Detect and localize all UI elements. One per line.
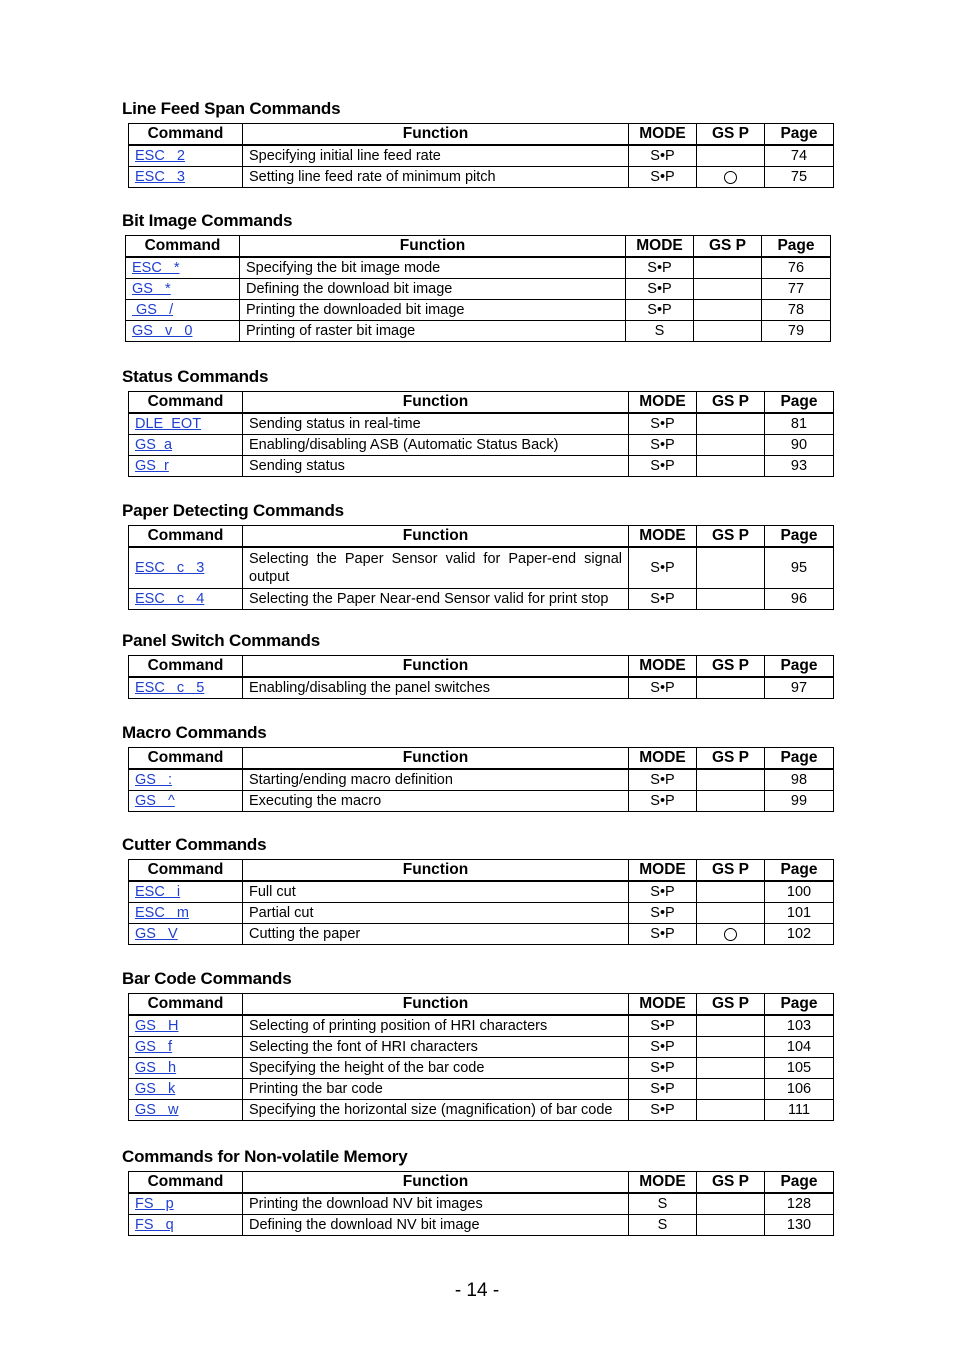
gsp-cell [697, 769, 765, 791]
page-cell: 81 [765, 413, 834, 435]
command-cell [129, 791, 243, 812]
command-cell [129, 1015, 243, 1037]
mode-cell: S•P [629, 1079, 697, 1100]
table-row [129, 1079, 834, 1100]
command-cell [129, 924, 243, 945]
function-cell: Executing the macro [243, 791, 629, 812]
gsp-cell [694, 321, 762, 342]
function-cell: Specifying the horizontal size (magnification) of bar code [243, 1100, 629, 1121]
gsp-cell [697, 1193, 765, 1215]
command-cell [129, 435, 243, 456]
command-table [128, 993, 834, 1121]
page-cell: 77 [762, 279, 831, 300]
mode-cell: S•P [629, 547, 697, 589]
command-table [128, 1171, 834, 1236]
header-command: Command [129, 392, 243, 414]
page-number: - 14 - [454, 1280, 500, 1301]
command-cell [129, 547, 243, 589]
page-cell: 75 [765, 167, 834, 188]
command-link[interactable]: GS v 0 [132, 323, 193, 339]
header-page: Page [762, 236, 831, 258]
command-table [128, 391, 834, 477]
command-cell [129, 1215, 243, 1236]
header-gsp: GS P [697, 860, 765, 882]
header-gsp: GS P [697, 392, 765, 414]
command-cell [129, 1058, 243, 1079]
header-gsp: GS P [697, 124, 765, 146]
header-page: Page [765, 860, 834, 882]
command-table [128, 655, 834, 699]
gsp-cell [697, 589, 765, 610]
gsp-cell [694, 279, 762, 300]
command-link[interactable]: GS V [135, 926, 178, 942]
mode-cell: S•P [626, 300, 694, 321]
command-link[interactable]: GS * [132, 281, 171, 297]
header-command: Command [129, 526, 243, 548]
command-link[interactable]: ESC c 3 [135, 560, 205, 576]
table-header-row [129, 656, 834, 678]
command-table [128, 747, 834, 812]
gsp-cell [697, 881, 765, 903]
command-cell [126, 257, 240, 279]
header-mode: MODE [629, 1172, 697, 1194]
mode-cell: S•P [626, 257, 694, 279]
gsp-cell [697, 924, 765, 945]
page-cell: 96 [765, 589, 834, 610]
page-cell: 106 [765, 1079, 834, 1100]
mode-cell: S•P [629, 456, 697, 477]
header-mode: MODE [629, 656, 697, 678]
table-row [126, 279, 831, 300]
function-cell: Enabling/disabling ASB (Automatic Status Back) [243, 435, 629, 456]
page-cell: 97 [765, 677, 834, 699]
command-cell [129, 677, 243, 699]
gsp-cell [694, 300, 762, 321]
header-mode: MODE [629, 124, 697, 146]
section-title: Commands for Non-volatile Memory [122, 1147, 408, 1166]
function-cell: Cutting the paper [243, 924, 629, 945]
function-cell: Specifying initial line feed rate [243, 145, 629, 167]
header-function: Function [243, 1172, 629, 1194]
function-cell: Specifying the bit image mode [240, 257, 626, 279]
command-link[interactable]: GS h [135, 1060, 177, 1076]
mode-cell: S•P [629, 1015, 697, 1037]
table-row [129, 413, 834, 435]
gsp-cell [697, 1100, 765, 1121]
header-function: Function [243, 860, 629, 882]
function-cell: Selecting the font of HRI characters [243, 1037, 629, 1058]
table-row [129, 167, 834, 188]
command-cell [129, 1079, 243, 1100]
header-command: Command [129, 860, 243, 882]
table-row [129, 547, 834, 589]
page-cell: 74 [765, 145, 834, 167]
header-page: Page [765, 656, 834, 678]
command-link[interactable]: GS r [135, 458, 169, 474]
gsp-cell [697, 435, 765, 456]
header-page: Page [765, 526, 834, 548]
section-title: Panel Switch Commands [122, 631, 320, 650]
command-cell [129, 589, 243, 610]
command-table [128, 123, 834, 188]
mode-cell: S•P [629, 413, 697, 435]
mode-cell: S [626, 321, 694, 342]
table-row [129, 145, 834, 167]
section-title: Bar Code Commands [122, 969, 292, 988]
mode-cell: S•P [629, 1100, 697, 1121]
mode-cell: S•P [629, 167, 697, 188]
mode-cell: S•P [629, 677, 697, 699]
page-cell: 130 [765, 1215, 834, 1236]
page-cell: 104 [765, 1037, 834, 1058]
gsp-cell [697, 677, 765, 699]
command-link[interactable]: ESC c 5 [135, 680, 205, 696]
command-link[interactable]: GS : [135, 772, 173, 788]
table-row [126, 300, 831, 321]
table-header-row [129, 748, 834, 770]
command-link[interactable]: ESC * [132, 260, 180, 276]
command-link[interactable]: GS / [132, 302, 174, 318]
function-cell: Sending status in real-time [243, 413, 629, 435]
command-link[interactable]: ESC c 4 [135, 591, 205, 607]
table-row [129, 1037, 834, 1058]
header-mode: MODE [629, 526, 697, 548]
command-link[interactable]: ESC m [135, 905, 189, 921]
header-command: Command [129, 656, 243, 678]
gsp-cell [697, 145, 765, 167]
command-table [128, 859, 834, 945]
page-cell: 111 [765, 1100, 834, 1121]
section-title: Status Commands [122, 367, 269, 386]
page-cell: 76 [762, 257, 831, 279]
table-row [129, 456, 834, 477]
function-cell: Printing the download NV bit images [243, 1193, 629, 1215]
gsp-cell [697, 167, 765, 188]
gsp-cell [697, 413, 765, 435]
command-cell [129, 413, 243, 435]
function-cell: Defining the download NV bit image [243, 1215, 629, 1236]
command-cell [129, 769, 243, 791]
function-cell: Printing of raster bit image [240, 321, 626, 342]
mode-cell: S•P [629, 145, 697, 167]
command-cell [129, 1193, 243, 1215]
header-command: Command [129, 124, 243, 146]
table-header-row [129, 124, 834, 146]
table-row [129, 769, 834, 791]
page-cell: 78 [762, 300, 831, 321]
header-gsp: GS P [697, 526, 765, 548]
table-header-row [129, 392, 834, 414]
table-header-row [129, 860, 834, 882]
function-cell: Printing the downloaded bit image [240, 300, 626, 321]
table-row [129, 435, 834, 456]
mode-cell: S•P [629, 924, 697, 945]
header-page: Page [765, 1172, 834, 1194]
page-cell: 102 [765, 924, 834, 945]
gsp-cell [697, 1015, 765, 1037]
command-cell [129, 903, 243, 924]
header-function: Function [240, 236, 626, 258]
header-page: Page [765, 392, 834, 414]
header-page: Page [765, 124, 834, 146]
gsp-cell [697, 1079, 765, 1100]
header-function: Function [243, 124, 629, 146]
command-cell [129, 1037, 243, 1058]
page-cell: 98 [765, 769, 834, 791]
circle-icon [724, 171, 737, 184]
header-gsp: GS P [694, 236, 762, 258]
page-cell: 79 [762, 321, 831, 342]
function-cell: Full cut [243, 881, 629, 903]
table-row [129, 1193, 834, 1215]
command-link[interactable]: GS a [135, 437, 173, 453]
command-link[interactable]: FS q [135, 1217, 174, 1233]
table-row [129, 1058, 834, 1079]
table-row [129, 1215, 834, 1236]
header-mode: MODE [626, 236, 694, 258]
header-gsp: GS P [697, 656, 765, 678]
command-cell [129, 167, 243, 188]
section-title: Macro Commands [122, 723, 267, 742]
mode-cell: S•P [629, 881, 697, 903]
page-cell: 101 [765, 903, 834, 924]
command-link[interactable]: GS k [135, 1081, 176, 1097]
header-function: Function [243, 748, 629, 770]
page-cell: 95 [765, 547, 834, 589]
command-cell [126, 300, 240, 321]
table-header-row [126, 236, 831, 258]
mode-cell: S•P [629, 1037, 697, 1058]
header-function: Function [243, 656, 629, 678]
header-gsp: GS P [697, 994, 765, 1016]
gsp-cell [697, 456, 765, 477]
page-cell: 105 [765, 1058, 834, 1079]
command-cell [129, 456, 243, 477]
function-cell: Selecting of printing position of HRI characters [243, 1015, 629, 1037]
header-command: Command [129, 1172, 243, 1194]
mode-cell: S [629, 1193, 697, 1215]
mode-cell: S•P [629, 791, 697, 812]
function-cell: Defining the download bit image [240, 279, 626, 300]
header-function: Function [243, 392, 629, 414]
table-row [126, 257, 831, 279]
function-cell: Starting/ending macro definition [243, 769, 629, 791]
function-cell: Partial cut [243, 903, 629, 924]
page-cell: 100 [765, 881, 834, 903]
header-gsp: GS P [697, 748, 765, 770]
function-cell: Printing the bar code [243, 1079, 629, 1100]
header-mode: MODE [629, 994, 697, 1016]
function-cell: Setting line feed rate of minimum pitch [243, 167, 629, 188]
gsp-cell [697, 903, 765, 924]
command-link[interactable]: ESC 2 [135, 148, 185, 164]
gsp-cell [697, 1037, 765, 1058]
mode-cell: S•P [629, 435, 697, 456]
command-link[interactable]: ESC i [135, 884, 181, 900]
mode-cell: S [629, 1215, 697, 1236]
header-page: Page [765, 748, 834, 770]
command-table [125, 235, 831, 342]
circle-icon [724, 928, 737, 941]
table-header-row [129, 994, 834, 1016]
mode-cell: S•P [629, 589, 697, 610]
table-row [129, 589, 834, 610]
header-command: Command [129, 994, 243, 1016]
section-title: Cutter Commands [122, 835, 267, 854]
table-row [129, 881, 834, 903]
command-link[interactable]: ESC 3 [135, 169, 185, 185]
gsp-cell [697, 1215, 765, 1236]
header-function: Function [243, 526, 629, 548]
command-table [128, 525, 834, 610]
table-header-row [129, 526, 834, 548]
table-row [129, 1100, 834, 1121]
header-command: Command [126, 236, 240, 258]
mode-cell: S•P [629, 769, 697, 791]
command-link[interactable]: GS f [135, 1039, 173, 1055]
command-link[interactable]: GS w [135, 1102, 179, 1118]
header-command: Command [129, 748, 243, 770]
gsp-cell [697, 791, 765, 812]
command-link[interactable]: GS ^ [135, 793, 175, 809]
table-row [126, 321, 831, 342]
page-cell: 128 [765, 1193, 834, 1215]
section-title: Paper Detecting Commands [122, 501, 344, 520]
page-cell: 99 [765, 791, 834, 812]
command-cell [129, 145, 243, 167]
header-mode: MODE [629, 860, 697, 882]
mode-cell: S•P [626, 279, 694, 300]
header-mode: MODE [629, 748, 697, 770]
section-title: Line Feed Span Commands [122, 99, 341, 118]
command-cell [126, 321, 240, 342]
gsp-cell [697, 547, 765, 589]
mode-cell: S•P [629, 1058, 697, 1079]
function-cell: Enabling/disabling the panel switches [243, 677, 629, 699]
command-link[interactable]: DLE EOT [135, 416, 202, 432]
header-gsp: GS P [697, 1172, 765, 1194]
function-cell: Selecting the Paper Sensor valid for Paper-end signal output [243, 547, 629, 589]
header-mode: MODE [629, 392, 697, 414]
page-cell: 90 [765, 435, 834, 456]
mode-cell: S•P [629, 903, 697, 924]
gsp-cell [694, 257, 762, 279]
table-row [129, 1015, 834, 1037]
table-row [129, 903, 834, 924]
page-cell: 93 [765, 456, 834, 477]
page-cell: 103 [765, 1015, 834, 1037]
command-link[interactable]: GS H [135, 1018, 179, 1034]
command-cell [129, 881, 243, 903]
function-cell: Sending status [243, 456, 629, 477]
header-function: Function [243, 994, 629, 1016]
command-cell [126, 279, 240, 300]
header-page: Page [765, 994, 834, 1016]
table-header-row [129, 1172, 834, 1194]
table-row [129, 677, 834, 699]
table-row [129, 791, 834, 812]
function-cell: Selecting the Paper Near-end Sensor valid for print stop [243, 589, 629, 610]
table-row [129, 924, 834, 945]
gsp-cell [697, 1058, 765, 1079]
command-link[interactable]: FS p [135, 1196, 174, 1212]
function-cell: Specifying the height of the bar code [243, 1058, 629, 1079]
section-title: Bit Image Commands [122, 211, 293, 230]
command-cell [129, 1100, 243, 1121]
